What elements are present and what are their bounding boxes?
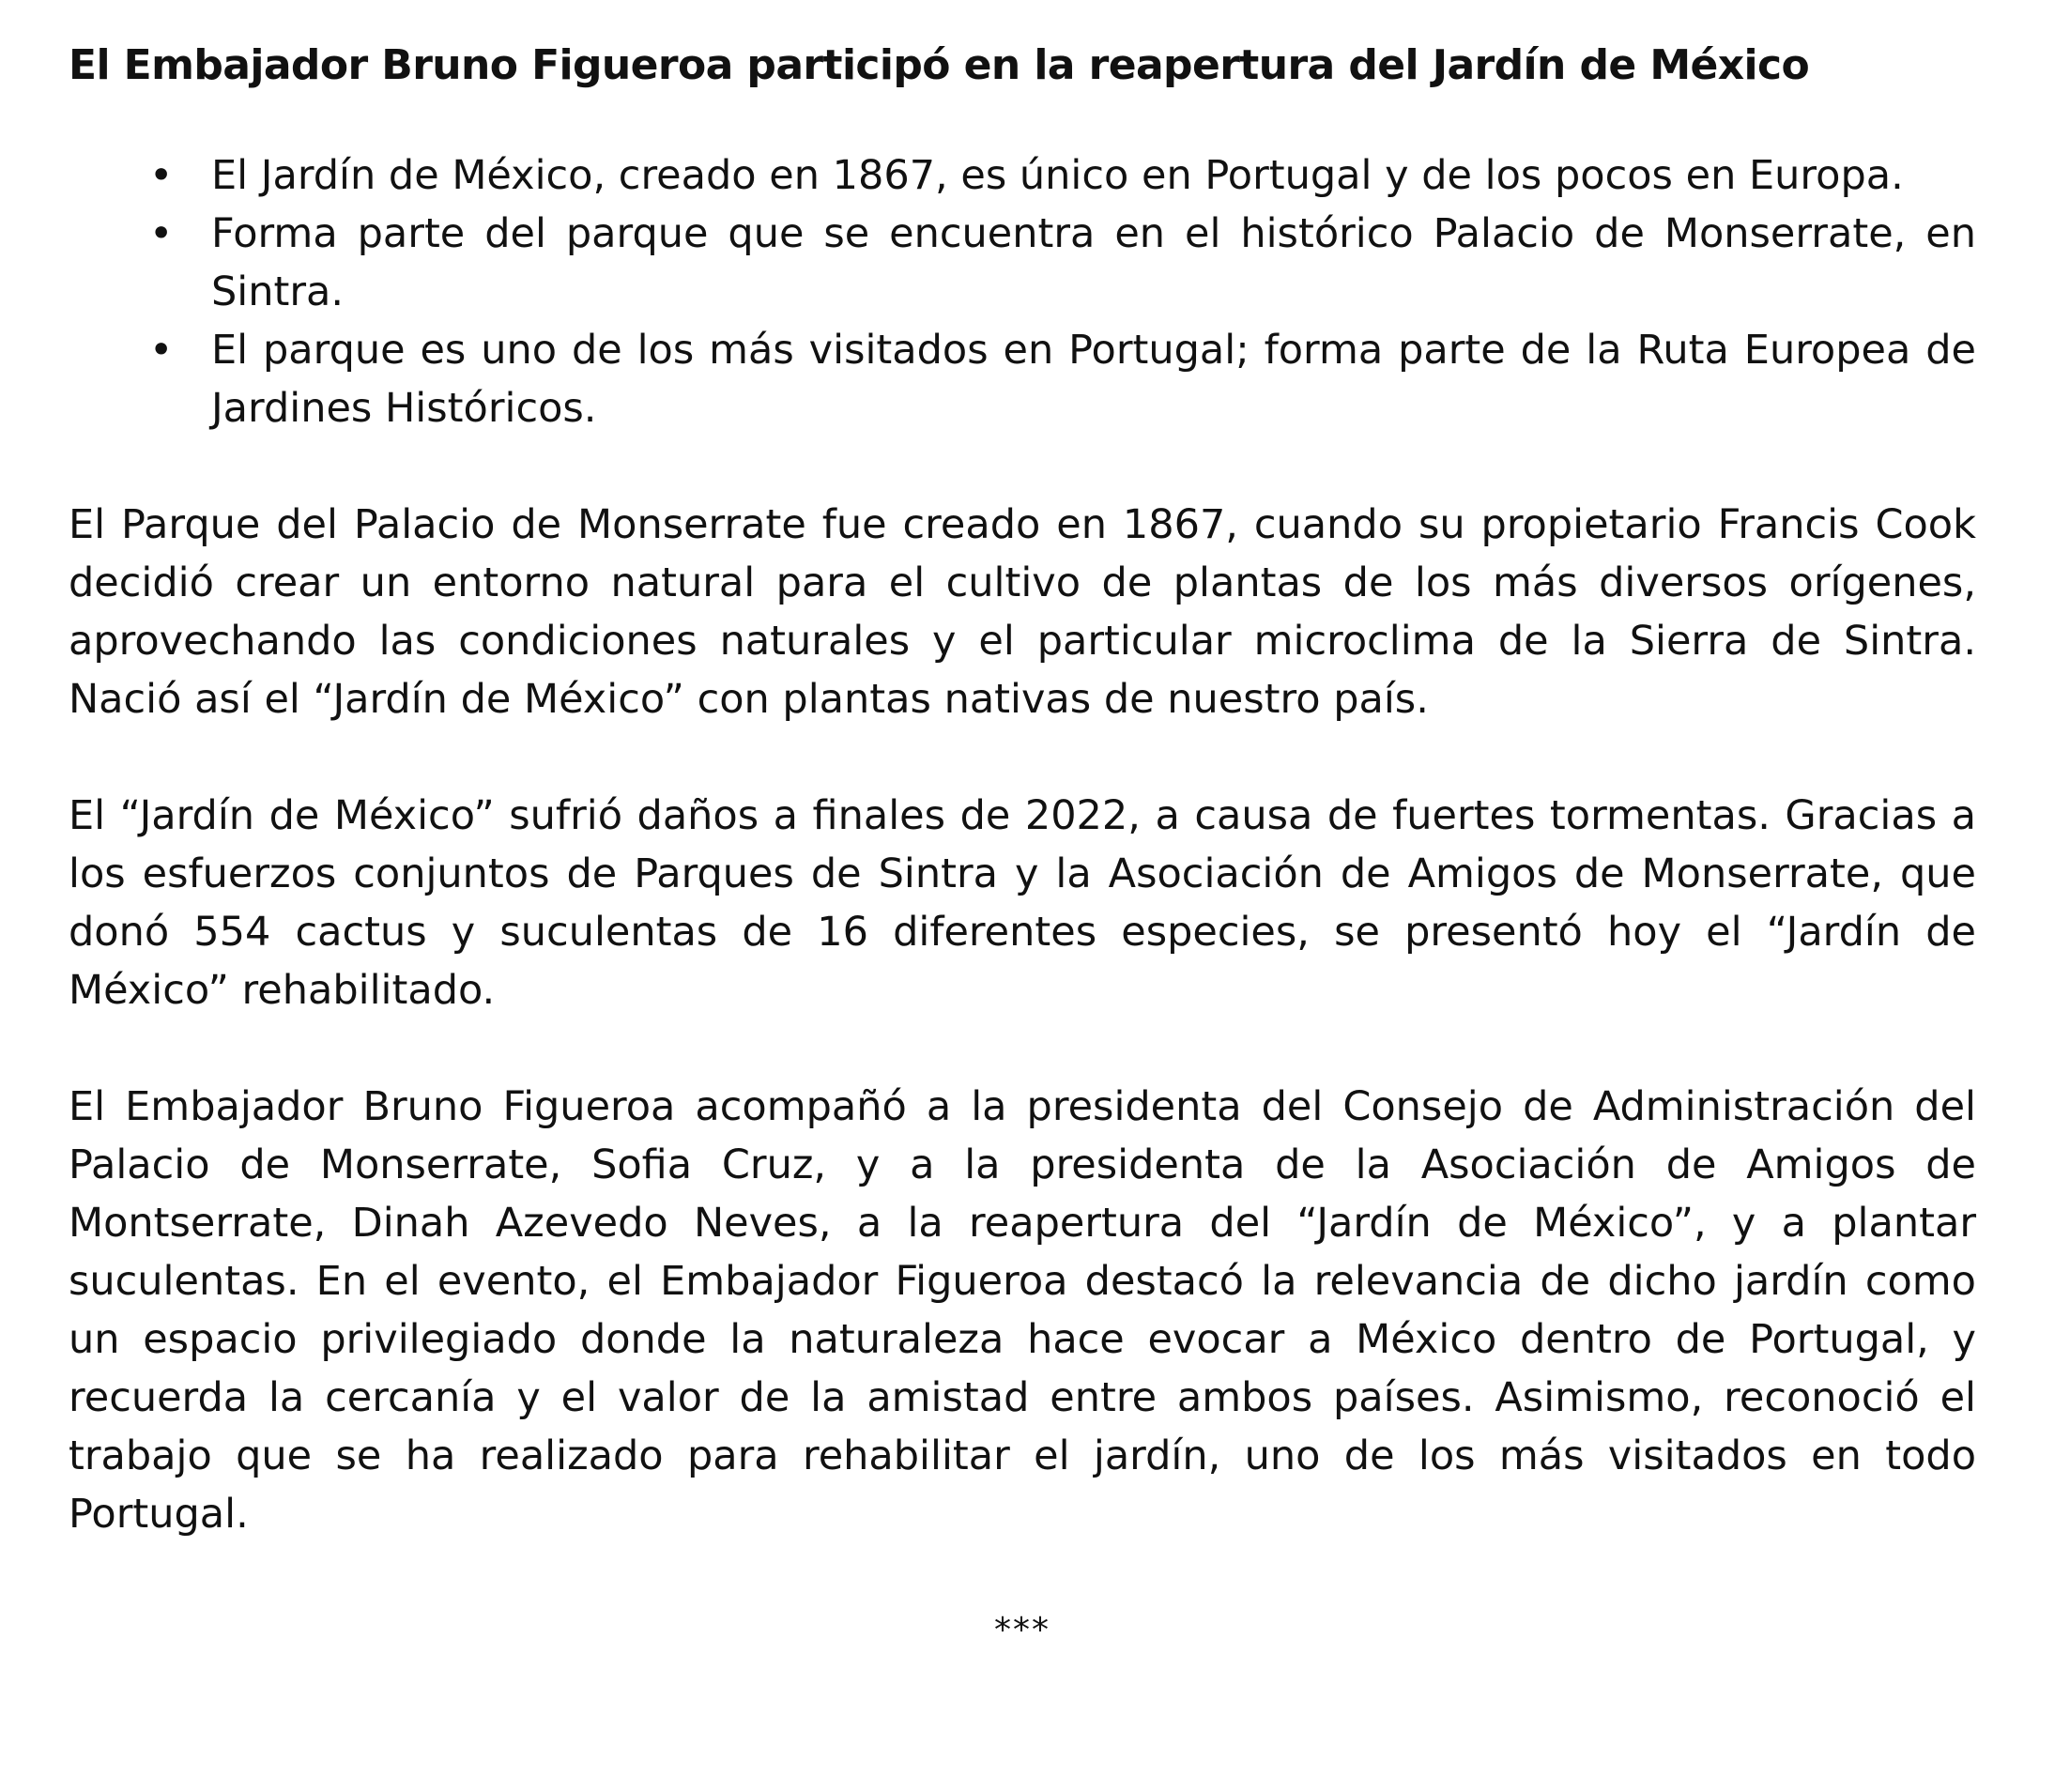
- body-paragraph-history: El Parque del Palacio de Monserrate fue creado en 1867, cuando su propietario Francis Cook decidió crear un entorno natural para el cultivo de plantas de los más diversos orígenes, aprovechando las condiciones naturales y el particular microclima de la Sierra de Sintra. Nació así el “Jardín de México” con plantas nativas de nuestro país.: [69, 501, 1976, 723]
- bullet-icon: •: [149, 327, 174, 374]
- highlight-text: El Jardín de México, creado en 1867, es único en Portugal y de los pocos en Europa.: [211, 152, 1904, 199]
- highlight-text: El parque es uno de los más visitados en Portugal; forma parte de la Ruta Europea de Jardines Históricos.: [211, 327, 1976, 432]
- press-release-page: [69, 38, 1976, 1660]
- document-title: El Embajador Bruno Figueroa participó en la reapertura del Jardín de México: [69, 41, 1810, 89]
- highlight-item: [69, 321, 1976, 437]
- end-mark: ***: [994, 1611, 1050, 1649]
- bullet-icon: •: [149, 152, 174, 199]
- body-paragraph-ambassador: El Embajador Bruno Figueroa acompañó a la presidenta del Consejo de Administración del Palacio de Monserrate, Sofia Cruz, y a la presidenta de la Asociación de Amigos de Montserrate, Dinah Azevedo Neves, a la reapertura del “Jardín de México”, y a plantar suculentas. En el evento, el Embajador Figueroa destacó la relevancia de dicho jardín como un espacio privilegiado donde la naturaleza hace evocar a México dentro de Portugal, y recuerda la cercanía y el valor de la amistad entre ambos países. Asimismo, reconoció el trabajo que se ha realizado para rehabilitar el jardín, uno de los más visitados en todo Portugal.: [69, 1083, 1976, 1538]
- highlights-list: [69, 146, 1976, 437]
- highlight-text: Forma parte del parque que se encuentra en el histórico Palacio de Monserrate, en Sintra.: [211, 210, 1976, 315]
- body-paragraph-damage: El “Jardín de México” sufrió daños a finales de 2022, a causa de fuertes tormentas. Gracias a los esfuerzos conjuntos de Parques de Sintra y la Asociación de Amigos de Monserrate, que donó 554 cactus y suculentas de 16 diferentes especies, se presentó hoy el “Jardín de México” rehabilitado.: [69, 792, 1976, 1014]
- highlight-item: [69, 205, 1976, 321]
- bullet-icon: •: [149, 210, 174, 257]
- highlight-item: [69, 146, 1976, 205]
